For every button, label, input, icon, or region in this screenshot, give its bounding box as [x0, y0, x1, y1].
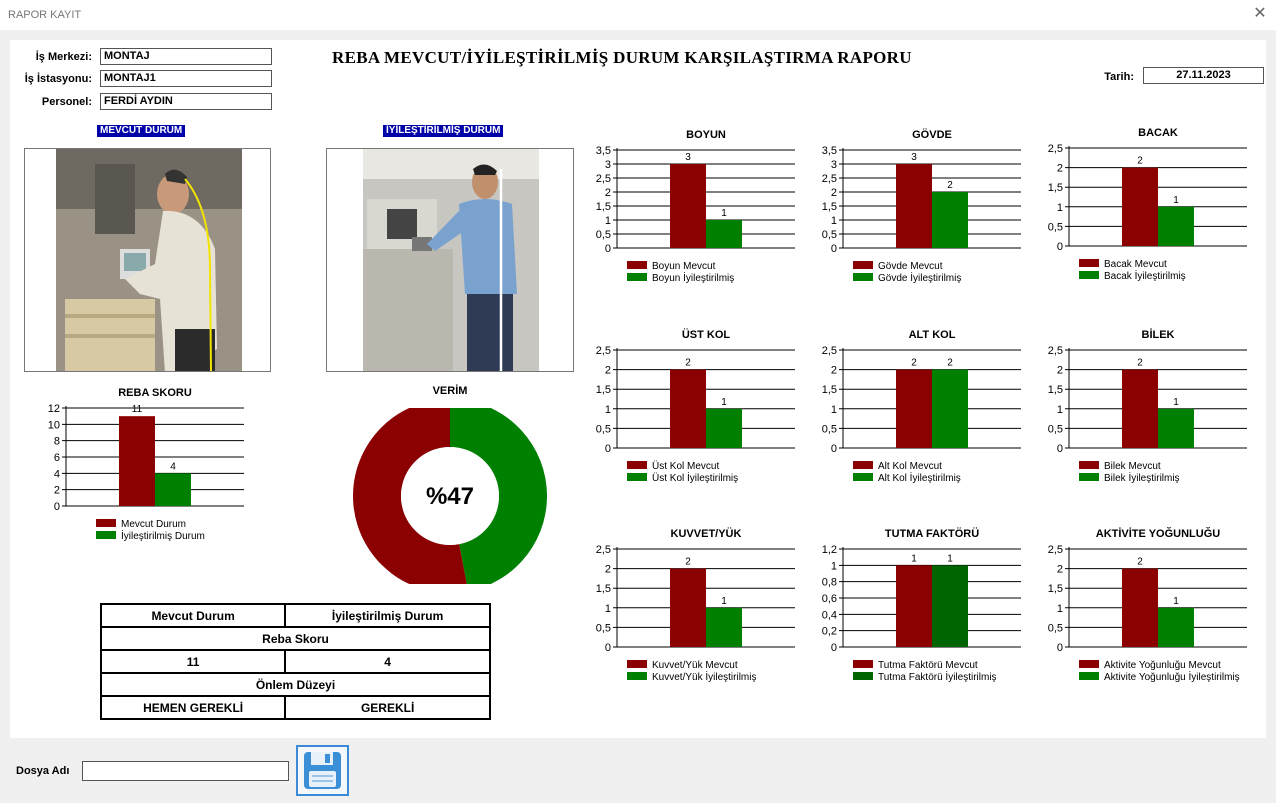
legend-label: Gövde Mevcut [878, 261, 943, 272]
y-tick-label: 1,5 [821, 384, 837, 397]
data-label: 2 [1137, 357, 1143, 369]
y-tick-label: 0,5 [595, 622, 611, 635]
legend-label: Boyun Mevcut [652, 261, 716, 272]
legend-swatch [1079, 473, 1099, 481]
bar-i-yilestirilmis [1158, 608, 1194, 647]
y-tick-label: 3,5 [595, 145, 611, 157]
iyilestirilmis-durum-caption: İYİLEŞTİRİLMİŞ DURUM [383, 125, 503, 137]
data-label: 1 [721, 595, 727, 607]
y-tick-label: 0 [604, 642, 611, 654]
y-tick-label: 0 [830, 443, 837, 455]
worker-standing-illustration [327, 149, 574, 372]
y-tick-label: 0,6 [821, 593, 837, 605]
bar-i-yilestirilmis [706, 608, 742, 647]
govde-chart [801, 124, 1031, 314]
y-tick-label: 1 [1056, 403, 1063, 416]
data-label: 3 [685, 152, 691, 163]
legend-label: Üst Kol İyileştirilmiş [652, 473, 739, 484]
legend-label: Aktivite Yoğunluğu Mevcut [1104, 660, 1221, 671]
legend-swatch [627, 461, 647, 469]
is-istasyonu-label: İş İstasyonu: [24, 73, 92, 85]
data-label: 3 [911, 152, 917, 163]
data-label: 1 [1173, 396, 1179, 408]
mevcut-durum-caption: MEVCUT DURUM [97, 125, 185, 137]
y-tick-label: 1,5 [821, 201, 837, 213]
table-row [101, 696, 490, 719]
verim-percent: %47 [425, 483, 475, 510]
legend-swatch [1079, 271, 1099, 279]
y-tick-label: 3 [604, 159, 611, 171]
y-tick-label: 2 [1056, 364, 1063, 377]
y-tick-label: 12 [47, 403, 60, 415]
floppy-disk-icon [298, 747, 347, 794]
legend-label: Alt Kol İyileştirilmiş [878, 473, 961, 484]
legend-swatch [1079, 660, 1099, 668]
bar-mevcut [670, 569, 706, 647]
data-label: 2 [911, 357, 917, 369]
legend-swatch [853, 261, 873, 269]
mevcut-onlem-cell: HEMEN GEREKLİ [101, 696, 285, 719]
is-istasyonu-field[interactable]: MONTAJ1 [100, 70, 272, 87]
legend-swatch [627, 261, 647, 269]
y-tick-label: 1,5 [1047, 182, 1063, 195]
bar-mevcut [1122, 168, 1158, 246]
y-tick-label: 0,5 [821, 423, 837, 436]
y-tick-label: 4 [53, 468, 60, 481]
iyilestirilmis-score-cell: 4 [285, 650, 490, 673]
bar-i-yilestirilmis-durum [155, 473, 191, 506]
y-tick-label: 1 [604, 215, 611, 227]
y-tick-label: 0,4 [821, 609, 837, 622]
legend-swatch [1079, 259, 1099, 267]
y-tick-label: 0 [1056, 443, 1063, 455]
legend-swatch [1079, 461, 1099, 469]
y-tick-label: 2 [53, 484, 60, 497]
verim-title: VERİM [432, 385, 468, 397]
y-tick-label: 0,2 [821, 625, 837, 638]
reba-skoru-chart [24, 382, 254, 572]
bar-i-yilestirilmis [932, 565, 968, 647]
y-tick-label: 2 [1056, 563, 1063, 576]
y-tick-label: 0,5 [595, 423, 611, 436]
y-tick-label: 1,5 [595, 583, 611, 596]
y-tick-label: 2 [1056, 162, 1063, 175]
y-tick-label: 1 [1056, 201, 1063, 214]
y-tick-label: 1,2 [821, 544, 837, 556]
y-tick-label: 3 [830, 159, 837, 171]
data-label: 1 [911, 553, 917, 565]
data-label: 1 [721, 208, 727, 219]
legend-label: Tutma Faktörü Mevcut [878, 660, 978, 671]
bar-i-yilestirilmis [1158, 409, 1194, 448]
y-tick-label: 0 [53, 501, 60, 513]
legend-swatch [853, 473, 873, 481]
personel-label: Personel: [41, 96, 92, 108]
data-label: 4 [170, 461, 176, 473]
y-tick-label: 1,5 [595, 384, 611, 397]
dosya-adi-label: Dosya Adı [16, 765, 70, 777]
chart-title: BİLEK [1141, 329, 1175, 341]
bar-mevcut [896, 370, 932, 448]
y-tick-label: 2,5 [821, 345, 837, 357]
close-button[interactable]: ✕ [1253, 5, 1267, 22]
chart-title: ÜST KOL [681, 329, 731, 341]
legend-label: Tutma Faktörü İyileştirilmiş [878, 672, 997, 683]
y-tick-label: 2,5 [1047, 544, 1063, 556]
legend-label: Kuvvet/Yük İyileştirilmiş [652, 672, 757, 683]
ust-kol-chart [575, 324, 805, 514]
y-tick-label: 2,5 [1047, 345, 1063, 357]
boyun-chart [575, 124, 805, 314]
y-tick-label: 0 [1056, 241, 1063, 253]
legend-swatch [96, 519, 116, 527]
table-row [101, 650, 490, 673]
legend-swatch [853, 461, 873, 469]
legend-label: Boyun İyileştirilmiş [652, 273, 735, 284]
mevcut-durum-photo [24, 148, 271, 372]
is-merkezi-field[interactable]: MONTAJ [100, 48, 272, 65]
data-label: 1 [1173, 194, 1179, 206]
bar-mevcut-durum [119, 416, 155, 506]
mevcut-score-cell: 11 [101, 650, 285, 673]
legend-swatch [96, 531, 116, 539]
chart-title: TUTMA FAKTÖRÜ [884, 528, 980, 540]
y-tick-label: 1 [604, 403, 611, 416]
y-tick-label: 0,5 [821, 229, 837, 241]
legend-label: Kuvvet/Yük Mevcut [652, 660, 738, 671]
mevcut-header-cell: Mevcut Durum [101, 604, 285, 627]
y-tick-label: 2 [830, 187, 837, 199]
bar-i-yilestirilmis [1158, 207, 1194, 246]
tarih-label: Tarih: [1104, 71, 1134, 83]
personel-field[interactable]: FERDİ AYDIN [100, 93, 272, 110]
legend-swatch [627, 473, 647, 481]
y-tick-label: 0,8 [821, 576, 837, 589]
chart-title: REBA SKORU [118, 387, 192, 399]
chart-title: AKTİVİTE YOĞUNLUĞU [1095, 528, 1221, 540]
y-tick-label: 2 [830, 364, 837, 377]
is-merkezi-label: İş Merkezi: [35, 51, 92, 63]
y-tick-label: 0,5 [595, 229, 611, 241]
data-label: 2 [685, 556, 691, 568]
y-tick-label: 2,5 [1047, 143, 1063, 155]
y-tick-label: 1 [830, 560, 837, 573]
legend-swatch [627, 672, 647, 680]
kuvvet-yuk-chart [575, 523, 805, 713]
report-panel [10, 40, 1266, 738]
y-tick-label: 1,5 [1047, 384, 1063, 397]
data-label: 11 [131, 404, 143, 416]
y-tick-label: 1 [1056, 602, 1063, 615]
y-tick-label: 2 [604, 563, 611, 576]
y-tick-label: 1 [830, 403, 837, 416]
reba-summary-table [100, 603, 491, 720]
bar-mevcut [670, 370, 706, 448]
legend-swatch [627, 273, 647, 281]
data-label: 1 [1173, 595, 1179, 607]
y-tick-label: 3,5 [821, 145, 837, 157]
legend-label: Mevcut Durum [121, 519, 187, 530]
bar-mevcut [896, 164, 932, 248]
legend-swatch [853, 672, 873, 680]
data-label: 2 [1137, 155, 1143, 167]
alt-kol-chart [801, 324, 1031, 514]
legend-swatch [853, 273, 873, 281]
onlem-duzeyi-cell: Önlem Düzeyi [101, 673, 490, 696]
legend-label: Alt Kol Mevcut [878, 461, 942, 472]
tarih-field[interactable]: 27.11.2023 [1143, 67, 1264, 84]
chart-title: ALT KOL [908, 329, 956, 341]
chart-title: BOYUN [686, 129, 726, 141]
y-tick-label: 2 [604, 187, 611, 199]
y-tick-label: 0 [830, 642, 837, 654]
worker-bending-illustration [25, 149, 271, 372]
bar-i-yilestirilmis [706, 409, 742, 448]
y-tick-label: 0 [1056, 642, 1063, 654]
bar-mevcut [1122, 569, 1158, 647]
y-tick-label: 2,5 [595, 544, 611, 556]
dosya-adi-input[interactable] [82, 761, 289, 781]
y-tick-label: 1 [830, 215, 837, 227]
table-row [101, 604, 490, 627]
chart-title: BACAK [1138, 127, 1178, 139]
y-tick-label: 10 [47, 419, 60, 432]
legend-label: İyileştirilmiş Durum [121, 531, 205, 542]
bi-lek-chart [1027, 324, 1257, 514]
y-tick-label: 8 [53, 435, 60, 448]
y-tick-label: 6 [53, 452, 60, 464]
tutma-faktoru-chart [801, 523, 1031, 713]
legend-label: Üst Kol Mevcut [652, 461, 720, 472]
akti-vi-te-yogunlugu-chart [1027, 523, 1257, 713]
save-button[interactable] [296, 745, 349, 796]
y-tick-label: 1 [604, 602, 611, 615]
reba-skoru-cell: Reba Skoru [101, 627, 490, 650]
report-title: REBA MEVCUT/İYİLEŞTİRİLMİŞ DURUM KARŞILAŞTIRMA RAPORU [332, 48, 912, 67]
data-label: 2 [947, 180, 953, 191]
iyilestirilmis-header-cell: İyileştirilmiş Durum [285, 604, 490, 627]
chart-title: GÖVDE [912, 129, 952, 141]
y-tick-label: 1,5 [595, 201, 611, 213]
y-tick-label: 0 [604, 243, 611, 255]
legend-swatch [853, 660, 873, 668]
bar-mevcut [896, 565, 932, 647]
table-row [101, 627, 490, 650]
legend-swatch [1079, 672, 1099, 680]
y-tick-label: 0 [604, 443, 611, 455]
legend-label: Bilek Mevcut [1104, 461, 1161, 472]
legend-label: Bilek İyileştirilmiş [1104, 473, 1180, 484]
data-label: 1 [721, 396, 727, 408]
y-tick-label: 1,5 [1047, 583, 1063, 596]
data-label: 1 [947, 553, 953, 565]
y-tick-label: 0,5 [1047, 423, 1063, 436]
iyilestirilmis-onlem-cell: GEREKLİ [285, 696, 490, 719]
bacak-chart [1027, 122, 1257, 312]
legend-swatch [627, 660, 647, 668]
window-title: RAPOR KAYIT [8, 9, 82, 21]
y-tick-label: 2,5 [821, 173, 837, 185]
table-row [101, 673, 490, 696]
y-tick-label: 2,5 [595, 173, 611, 185]
y-tick-label: 0 [830, 243, 837, 255]
bar-mevcut [670, 164, 706, 248]
bar-i-yilestirilmis [932, 370, 968, 448]
legend-label: Gövde İyileştirilmiş [878, 273, 962, 284]
y-tick-label: 2,5 [595, 345, 611, 357]
legend-label: Aktivite Yoğunluğu İyileştirilmiş [1104, 672, 1240, 683]
y-tick-label: 2 [604, 364, 611, 377]
bar-i-yilestirilmis [706, 220, 742, 248]
data-label: 2 [1137, 556, 1143, 568]
data-label: 2 [685, 357, 691, 369]
chart-title: KUVVET/YÜK [670, 528, 742, 540]
y-tick-label: 0,5 [1047, 622, 1063, 635]
iyilestirilmis-durum-photo [326, 148, 574, 372]
y-tick-label: 0,5 [1047, 221, 1063, 234]
bar-mevcut [1122, 370, 1158, 448]
bar-i-yilestirilmis [932, 192, 968, 248]
data-label: 2 [947, 357, 953, 369]
title-bar [0, 0, 1276, 30]
legend-label: Bacak Mevcut [1104, 259, 1167, 270]
legend-label: Bacak İyileştirilmiş [1104, 271, 1186, 282]
